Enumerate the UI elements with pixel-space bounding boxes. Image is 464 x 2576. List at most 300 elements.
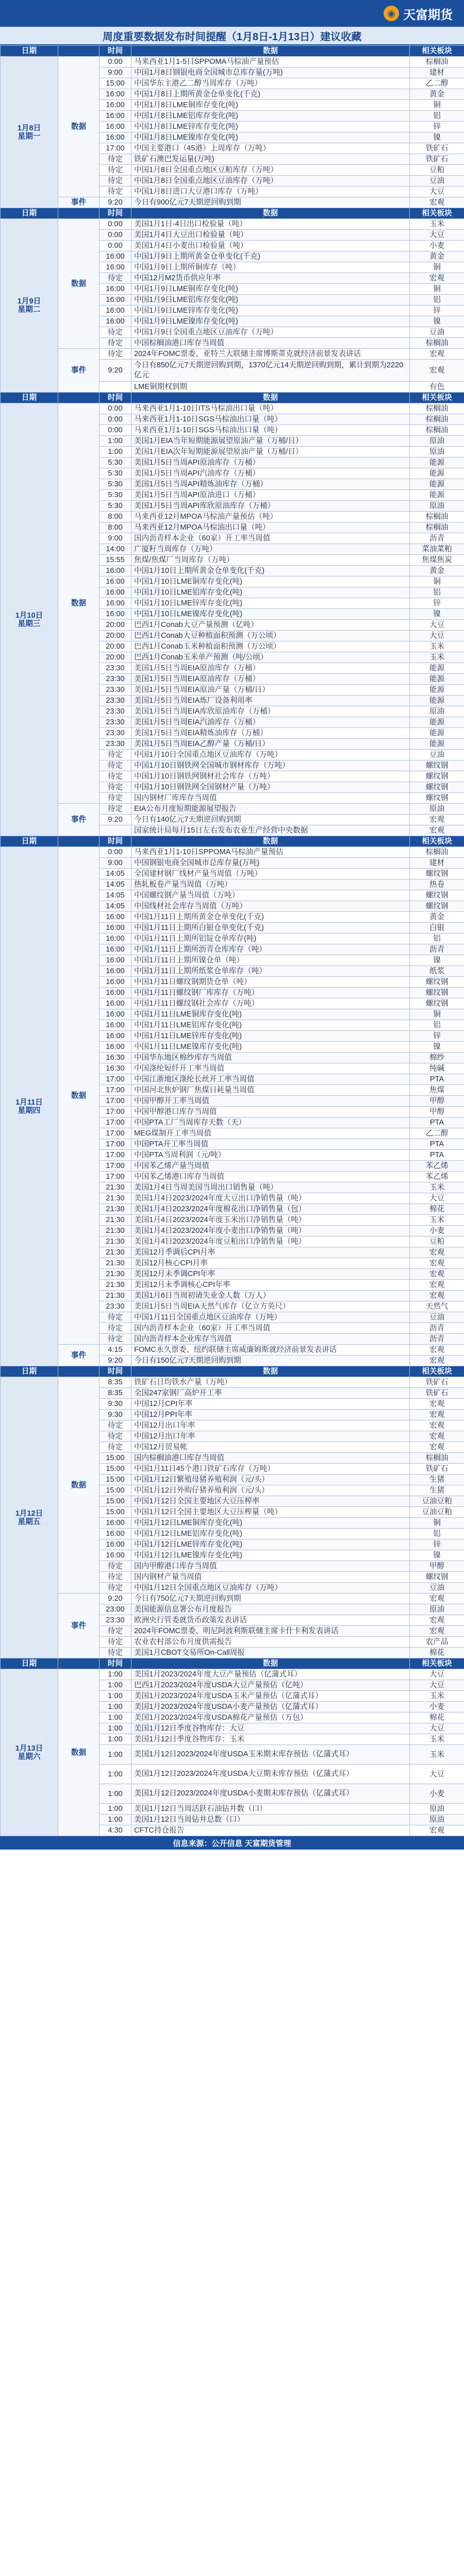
row-time: 0:00 [100, 847, 131, 858]
row-sector: 豆粕 [410, 1236, 464, 1247]
row-item: 中国1月11日上期所白银仓单变化(千克) [131, 923, 410, 934]
row-item: 美国1月5日当周API原油库存（万桶） [131, 457, 410, 468]
header-time: 时间 [100, 1658, 131, 1669]
row-sector: 能源 [410, 490, 464, 501]
row-sector: 豆油 [410, 750, 464, 760]
row-item: 中国1月12日LME铝库存变化(吨) [131, 1529, 410, 1539]
row-sector: 锌 [410, 306, 464, 316]
row-time: 16:00 [100, 923, 131, 934]
row-item: 中国1月12日全国重点地区豆油库存（万吨） [131, 1583, 410, 1594]
row-item: 美国1月5日当周EIA炼厂设备利用率 [131, 696, 410, 706]
schedule-table [0, 45, 464, 1836]
row-item: 中国甲醇开工率当周值 [131, 1096, 410, 1107]
row-sector: 玉米 [410, 652, 464, 663]
row-sector: 玉米 [410, 1745, 464, 1765]
row-item: 美国1月4日小麦出口检验量（吨） [131, 241, 410, 251]
row-item: 中国华东地区棉纱库存当周值 [131, 1053, 410, 1063]
row-item: 美国12月季调后CPI月率 [131, 1247, 410, 1258]
row-time: 16:00 [100, 944, 131, 955]
row-time: 23:30 [100, 739, 131, 750]
row-time: 16:00 [100, 577, 131, 587]
row-time: 1:00 [100, 1815, 131, 1825]
row-sector: 宏观 [410, 1258, 464, 1269]
row-sector: 玉米 [410, 1734, 464, 1745]
row-sector: 豆粕 [410, 165, 464, 176]
row-item: 美国1月5日当周EIA原油库存（万桶） [131, 674, 410, 685]
row-item: 美国1月2023/2024年度USDA玉米产量预估（亿蒲式耳） [131, 1691, 410, 1702]
row-sector: 建材 [410, 858, 464, 869]
row-time: 待定 [100, 760, 131, 771]
row-sector: 甲醇 [410, 1561, 464, 1572]
row-time: 待定 [100, 327, 131, 338]
row-time: 16:00 [100, 566, 131, 577]
day-date: 1月9日 星期二 [1, 219, 58, 393]
day-date: 1月12日 星期五 [1, 1377, 58, 1658]
header-sector: 相关板块 [410, 208, 464, 219]
brand-header [0, 0, 464, 27]
row-time: 15:00 [100, 1453, 131, 1464]
row-sector: 宏观 [410, 815, 464, 825]
header-sector: 相关板块 [410, 836, 464, 847]
row-time: 1:00 [100, 1691, 131, 1702]
row-sector: 豆油 [410, 327, 464, 338]
row-item: 巴西1月2023/2024年度USDA大豆产量预估（亿吨） [131, 1680, 410, 1691]
row-sector: 原油 [410, 1815, 464, 1825]
row-item: 美国1月5日当周EIA乙醇产量（万桶/日） [131, 739, 410, 750]
row-sector: 宏观 [410, 1399, 464, 1410]
row-sector: 沥青 [410, 1334, 464, 1345]
row-type: 数据 [58, 403, 100, 804]
row-item: 中国1月10日上期所黄金仓单变化(千克) [131, 566, 410, 577]
row-sector: 原油 [410, 447, 464, 457]
row-sector: 大豆 [410, 1723, 464, 1734]
header-time: 时间 [100, 836, 131, 847]
row-sector: 豆油豆粕 [410, 1496, 464, 1507]
row-sector: 豆油 [410, 176, 464, 187]
row-sector: 小麦 [410, 1226, 464, 1236]
row-item: 美国1月5日当周API汽油库存（万桶） [131, 468, 410, 479]
row-item: 中国1月10日钢铁网钢材社会库存（万吨） [131, 771, 410, 782]
header-time: 时间 [100, 46, 131, 57]
row-item: 中国甲醇港口库存当周值 [131, 1107, 410, 1117]
row-time: 待定 [100, 793, 131, 804]
row-time: 待定 [100, 187, 131, 197]
row-time: 16:00 [100, 284, 131, 295]
row-sector: 铝 [410, 1020, 464, 1031]
row-time: 20:00 [100, 652, 131, 663]
row-sector: 铝 [410, 934, 464, 944]
row-type: 事件 [58, 349, 100, 393]
row-time: 1:00 [100, 436, 131, 447]
row-time: 23:30 [100, 717, 131, 728]
row-item: 马来西亚1月1-10日SPPOMA马棕油产量预估 [131, 847, 410, 858]
row-time: 5:30 [100, 479, 131, 490]
row-time: 21:30 [100, 1258, 131, 1269]
row-sector: 铁矿石 [410, 154, 464, 165]
row-sector: 棕榈油 [410, 847, 464, 858]
row-time: 待定 [100, 1572, 131, 1583]
row-item: 美国1月EIA次年短期能源展望原油产量（万桶/日） [131, 447, 410, 457]
row-sector: 镍 [410, 1042, 464, 1053]
row-time: 16:00 [100, 251, 131, 262]
row-sector: 乙二醇 [410, 1128, 464, 1139]
row-sector: 大豆 [410, 620, 464, 631]
row-time: 23:30 [100, 1615, 131, 1626]
row-sector: 铝 [410, 587, 464, 598]
row-sector: 铜 [410, 284, 464, 295]
row-time: 17:00 [100, 143, 131, 154]
row-item: 中国河北焦炉钢厂焦煤日耗量当周值 [131, 1085, 410, 1096]
row-sector: 能源 [410, 685, 464, 696]
row-item: 中国1月12日繁殖母猪养殖利润（元/头） [131, 1475, 410, 1485]
row-sector: 镍 [410, 132, 464, 143]
row-item: 中国1月12日LME铜库存变化(吨) [131, 1518, 410, 1529]
header-type [58, 836, 100, 847]
row-item: 国家统计局每月15日左右发布农业生产经营中央数据 [131, 825, 410, 836]
row-time: 17:00 [100, 1139, 131, 1150]
row-item: 中国螺纹钢产量当周值（万吨） [131, 890, 410, 901]
row-time: 9:30 [100, 1410, 131, 1420]
row-time: 待定 [100, 1561, 131, 1572]
row-sector: 能源 [410, 674, 464, 685]
row-time: 23:30 [100, 1301, 131, 1312]
row-sector: 大豆 [410, 1765, 464, 1784]
row-time: 待定 [100, 771, 131, 782]
row-time: 21:30 [100, 1204, 131, 1215]
row-item: 美国1月5日当周EIA原油库存（万桶） [131, 663, 410, 674]
row-time: 待定 [100, 1312, 131, 1323]
row-item: 中国1月10日LME镍库存变化(吨) [131, 609, 410, 620]
row-time: 16:00 [100, 306, 131, 316]
row-time: 20:00 [100, 641, 131, 652]
row-sector: 黄金 [410, 251, 464, 262]
row-time: 16:00 [100, 598, 131, 609]
row-time: 9:20 [100, 197, 131, 208]
row-item: 中国1月9日上期所黄金仓单变化(千克) [131, 251, 410, 262]
row-time: 16:00 [100, 1518, 131, 1529]
row-item: 中国1月12日全国主要地区大豆压榨量（吨） [131, 1507, 410, 1518]
row-sector: 有色 [410, 382, 464, 393]
row-time: 23:30 [100, 674, 131, 685]
table-header-row [1, 1366, 464, 1377]
row-sector: 螺纹钢 [410, 988, 464, 998]
row-sector: 锌 [410, 1539, 464, 1550]
table-header-row [1, 836, 464, 847]
row-sector: 宏观 [410, 1247, 464, 1258]
row-item: 中国1月11日LME锌库存变化(吨) [131, 1031, 410, 1042]
row-item: 美国1月5日当周EIA库欣原油库存（万桶） [131, 706, 410, 717]
row-item: 巴西1月Conab玉米种植面积预测（万公顷） [131, 641, 410, 652]
row-sector: 宏观 [410, 1420, 464, 1431]
row-item: 全国247家钢厂高炉开工率 [131, 1388, 410, 1399]
row-item: 中国1月11日上期所铝锭仓单库存(吨) [131, 934, 410, 944]
row-time: 1:00 [100, 1723, 131, 1734]
row-sector: 大豆 [410, 631, 464, 641]
row-sector: 大豆 [410, 187, 464, 197]
row-sector: 宏观 [410, 1355, 464, 1366]
row-item: 中国1月12日LME锌库存变化(吨) [131, 1539, 410, 1550]
row-time: 16:00 [100, 977, 131, 988]
row-sector: 棕榈油 [410, 425, 464, 436]
header-item: 数据 [131, 46, 410, 57]
table-row [1, 219, 464, 230]
row-sector: 宏观 [410, 360, 464, 382]
row-item: 美国1月12日当周钻井总数（口） [131, 1815, 410, 1825]
row-time: 待定 [100, 1637, 131, 1648]
row-sector: 能源 [410, 479, 464, 490]
row-time: 21:30 [100, 1269, 131, 1280]
row-time: 20:00 [100, 620, 131, 631]
row-time: 16:00 [100, 122, 131, 132]
row-sector: 热卷 [410, 879, 464, 890]
row-item: 国内钢材厂库库存当周值 [131, 793, 410, 804]
row-time: 16:00 [100, 955, 131, 966]
row-item: 今日有850亿元7天期逆回购到期，1370亿元14天期逆回购到期，累计到期为2220亿元 [131, 360, 410, 382]
row-sector: 天然气 [410, 1301, 464, 1312]
header-type [58, 208, 100, 219]
header-item: 数据 [131, 1658, 410, 1669]
row-time: 8:35 [100, 1388, 131, 1399]
row-time: 0:00 [100, 425, 131, 436]
row-time: 待定 [100, 1431, 131, 1442]
row-sector: 宏观 [410, 1280, 464, 1291]
row-time: 21:30 [100, 1182, 131, 1193]
header-date: 日期 [1, 1366, 58, 1377]
row-time: 16:00 [100, 1020, 131, 1031]
row-time: 5:30 [100, 501, 131, 512]
row-time: 14:05 [100, 901, 131, 912]
row-item: 热轧板卷产量当周值（万吨） [131, 879, 410, 890]
row-item: 巴西1月Conab大豆产量预测（亿吨） [131, 620, 410, 631]
row-sector: 黄金 [410, 89, 464, 100]
header-type [58, 1658, 100, 1669]
row-sector: 铁矿石 [410, 1377, 464, 1388]
row-sector: 宏观 [410, 1626, 464, 1637]
row-time: 待定 [100, 1583, 131, 1594]
row-sector: 棉花 [410, 1713, 464, 1723]
row-sector: 宏观 [410, 825, 464, 836]
row-time: 5:30 [100, 468, 131, 479]
row-sector: 宏观 [410, 273, 464, 284]
row-time: 4:15 [100, 1345, 131, 1355]
row-time: 8:00 [100, 522, 131, 533]
row-time: 21:30 [100, 1226, 131, 1236]
row-item: 国内沥青样本企业库存当周值 [131, 1334, 410, 1345]
row-item: 美国1月2023/2024年度USDA棉花产量预估（万包） [131, 1713, 410, 1723]
row-item: 马来西亚12月MPOA马棕油产量预估（吨） [131, 512, 410, 522]
row-item: 中国1月10日LME铜库存变化(吨) [131, 577, 410, 587]
row-item: 中国棕榈油港口库存当周值 [131, 338, 410, 349]
row-item: 中国1月10日全国重点地区豆油库存（万吨） [131, 750, 410, 760]
row-item: 全国建材钢厂线材产量当周值（万吨） [131, 869, 410, 879]
row-item: 中国1月10日钢铁网全国钢材产量（万吨） [131, 782, 410, 793]
row-sector: 铜 [410, 577, 464, 587]
row-sector: 焦煤焦炭 [410, 555, 464, 566]
table-header-row [1, 46, 464, 57]
row-time: 16:00 [100, 587, 131, 598]
logo-icon: ◉ [384, 6, 399, 21]
table-row [1, 1377, 464, 1388]
table-row [1, 57, 464, 67]
row-item: 欧洲央行管委就货币政策发表讲话 [131, 1615, 410, 1626]
row-sector: 宏观 [410, 1291, 464, 1301]
page-title: 周度重要数据发布时间提醒（1月8日-1月13日）建议收藏 [0, 27, 464, 45]
brand-name: 天富期货 [403, 8, 453, 22]
row-time: 16:00 [100, 1529, 131, 1539]
row-time: 待定 [100, 1648, 131, 1658]
row-item: 美国1月5日当周EIA天然气库存（亿立方英尺） [131, 1301, 410, 1312]
row-item: 中国线材社会库存当周值（万吨） [131, 901, 410, 912]
row-item: 美国1月5日当周API库欣原油库存（万桶） [131, 501, 410, 512]
row-sector: 螺纹钢 [410, 1572, 464, 1583]
row-time: 待定 [100, 1420, 131, 1431]
row-time: 9:30 [100, 1399, 131, 1410]
row-time: 1:00 [100, 1713, 131, 1723]
row-sector: 苯乙烯 [410, 1161, 464, 1172]
row-item: 美国1月EIA当年短期能源展望原油产量（万桶/日） [131, 436, 410, 447]
row-sector: 棕榈油 [410, 57, 464, 67]
row-time: 16:00 [100, 100, 131, 111]
row-sector: 能源 [410, 457, 464, 468]
row-item: 中国涤纶短纤开工率当周值 [131, 1063, 410, 1074]
row-time [100, 382, 131, 393]
header-date: 日期 [1, 1658, 58, 1669]
row-item: 中国1月8日LME锌库存变化(吨) [131, 122, 410, 132]
row-sector: 小麦 [410, 241, 464, 251]
row-time: 1:00 [100, 1765, 131, 1784]
row-time: 9:00 [100, 858, 131, 869]
header-type [58, 393, 100, 403]
row-item: 中国钢银电商全国城市总库存量(万吨) [131, 858, 410, 869]
row-sector: 镍 [410, 955, 464, 966]
row-item: 美国1月5日当周API精炼油库存（万桶） [131, 479, 410, 490]
row-time: 待定 [100, 804, 131, 815]
row-item: 广厦籽当周库存（万吨） [131, 544, 410, 555]
row-sector: 铝 [410, 1529, 464, 1539]
row-time: 16:00 [100, 1009, 131, 1020]
row-sector: 螺纹钢 [410, 793, 464, 804]
row-item: 今日有150亿元7天期逆回购到期 [131, 1355, 410, 1366]
row-time: 待定 [100, 349, 131, 360]
row-time: 1:00 [100, 447, 131, 457]
row-sector: 小麦 [410, 1784, 464, 1804]
row-time: 16:00 [100, 609, 131, 620]
table-header-row [1, 208, 464, 219]
row-item: 美国12月核心CPI月率 [131, 1258, 410, 1269]
table-row [1, 1594, 464, 1604]
row-sector: 锌 [410, 122, 464, 132]
row-item: 巴西1月Conab大豆种植面积预测（万公顷） [131, 631, 410, 641]
header-type [58, 46, 100, 57]
table-header-row [1, 1658, 464, 1669]
row-sector: 铝 [410, 295, 464, 306]
row-item: 马来西亚1月1-10日SGS马棕油出口量（吨） [131, 414, 410, 425]
row-sector: 锌 [410, 1031, 464, 1042]
row-time: 16:00 [100, 988, 131, 998]
row-sector: 原油 [410, 1604, 464, 1615]
row-time: 15:00 [100, 1485, 131, 1496]
row-item: LME铜期权到期 [131, 382, 410, 393]
row-item: 中国主要港口（45港）上周库存（万吨） [131, 143, 410, 154]
row-time: 15:00 [100, 78, 131, 89]
row-sector: 菜油菜粕 [410, 544, 464, 555]
row-time: 20:00 [100, 631, 131, 641]
row-item: 中国1月9日LME铜库存变化(吨) [131, 284, 410, 295]
row-time: 9:20 [100, 360, 131, 382]
row-item: 中国1月10日钢铁网全国城市钢材库存（万吨） [131, 760, 410, 771]
row-sector: 棉花 [410, 1648, 464, 1658]
row-item: 中国1月11日45个港口铁矿石库存（万吨） [131, 1464, 410, 1475]
row-sector: 能源 [410, 739, 464, 750]
row-item: 美国1月4日2023/2024年度小麦出口净销售量（吨） [131, 1226, 410, 1236]
row-sector: 玉米 [410, 641, 464, 652]
row-sector: 宏观 [410, 1410, 464, 1420]
row-time: 17:00 [100, 1074, 131, 1085]
row-sector: 宏观 [410, 1442, 464, 1453]
row-item: 中国1月11日螺纹钢社会库存（万吨） [131, 998, 410, 1009]
row-item: 中国华东主港乙二醇当周库存（万吨） [131, 78, 410, 89]
row-sector: 铜 [410, 1518, 464, 1529]
row-time: 待定 [100, 154, 131, 165]
row-item: 美国1月12日当周活跃石油钻井数（口） [131, 1804, 410, 1815]
row-item: 中国1月11日螺纹钢期货仓单（吨） [131, 977, 410, 988]
row-item: 中国1月9日LME铝库存变化(吨) [131, 295, 410, 306]
row-time: 23:30 [100, 696, 131, 706]
row-item: 铁矿石日均铁水产量（万吨） [131, 1377, 410, 1388]
row-sector: 甲醇 [410, 1096, 464, 1107]
header-date: 日期 [1, 836, 58, 847]
row-time: 待定 [100, 750, 131, 760]
row-sector: 原油 [410, 436, 464, 447]
row-time: 17:00 [100, 1161, 131, 1172]
row-item: 国内棕榈油港口库存当周值 [131, 1453, 410, 1464]
row-time: 待定 [100, 338, 131, 349]
header-time: 时间 [100, 1366, 131, 1377]
row-time: 待定 [100, 273, 131, 284]
row-item: 中国1月8日进口大豆港口库存（万吨） [131, 187, 410, 197]
row-item: 农业农村部公布月度供需报告 [131, 1637, 410, 1648]
row-item: 美国1月4日大豆出口检验量（吨） [131, 230, 410, 241]
row-time: 16:00 [100, 1031, 131, 1042]
row-sector: 镍 [410, 609, 464, 620]
row-sector: 棕榈油 [410, 338, 464, 349]
row-time: 23:30 [100, 706, 131, 717]
row-item: 美国12月未季调CPI年率 [131, 1269, 410, 1280]
row-item: 马来西亚1月1-10日SGS马棕油出口量（吨） [131, 425, 410, 436]
row-item: 中国1月12日全国主要地区大豆压榨率 [131, 1496, 410, 1507]
table-row [1, 847, 464, 858]
row-time: 待定 [100, 1442, 131, 1453]
row-item: 中国12月出口年率 [131, 1420, 410, 1431]
row-sector: 大豆 [410, 1669, 464, 1680]
row-time: 待定 [100, 1334, 131, 1345]
table-row [1, 403, 464, 414]
row-sector: 甲醇 [410, 1107, 464, 1117]
row-item: 中国1月11日上期所镍仓单（吨） [131, 955, 410, 966]
row-item: 中国1月12日外购仔猪养殖利润（元/头） [131, 1485, 410, 1496]
header-sector: 相关板块 [410, 1366, 464, 1377]
row-item: 美国1月12日2023/2024年度USDA大豆期末库存预估（亿蒲式耳） [131, 1765, 410, 1784]
row-time: 16:30 [100, 1063, 131, 1074]
row-time: 17:00 [100, 1117, 131, 1128]
row-item: 铁矿石澳巴发运量(万吨) [131, 154, 410, 165]
row-sector: 原油 [410, 1804, 464, 1815]
row-sector: 镍 [410, 316, 464, 327]
row-sector: 原油 [410, 501, 464, 512]
row-item: 国内沥青样本企业（60家）开工率当周值 [131, 1323, 410, 1334]
row-item: 美国1月4日当周美国当周出口销售量（吨） [131, 1182, 410, 1193]
row-time: 0:00 [100, 241, 131, 251]
